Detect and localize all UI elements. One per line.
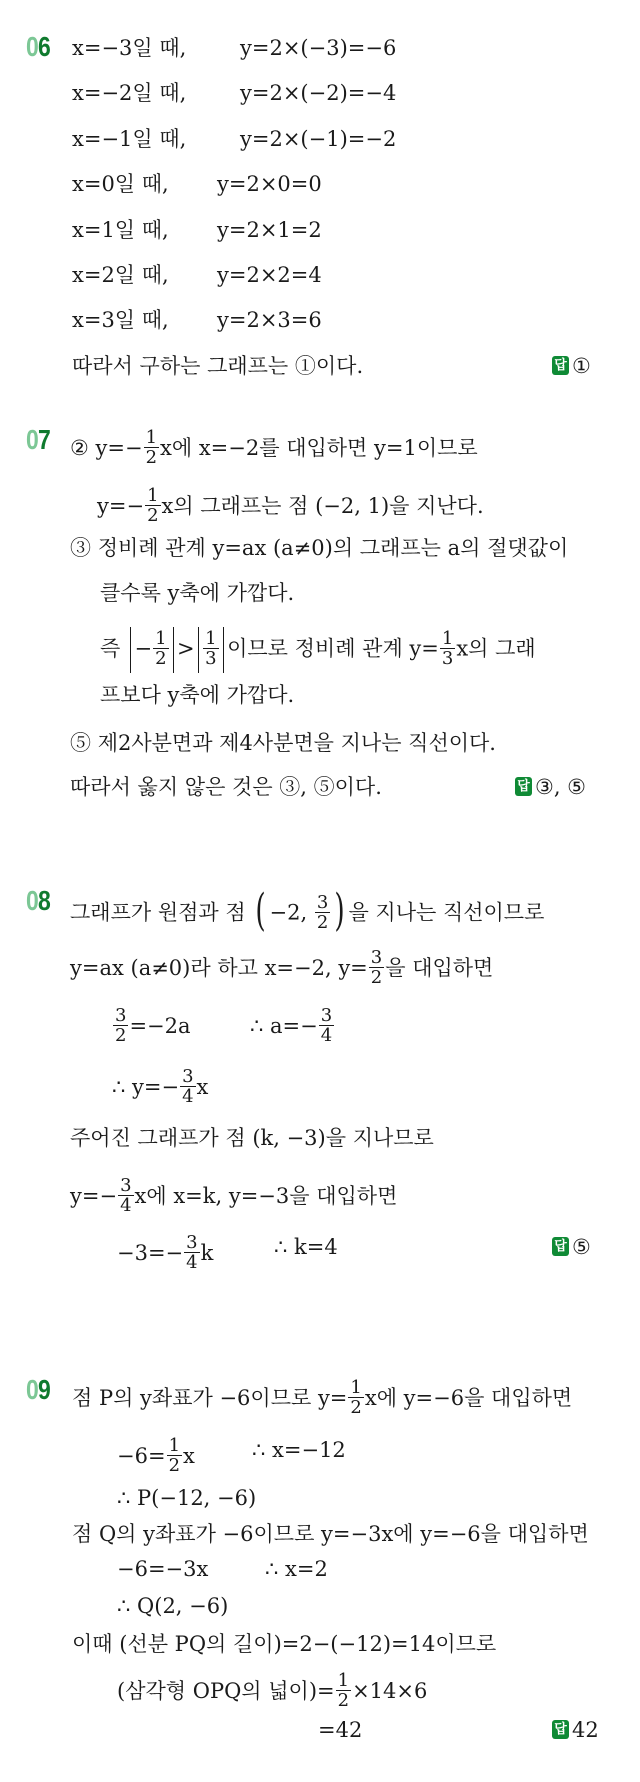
abs-bar <box>198 627 200 673</box>
item-3-line-3 <box>100 627 536 673</box>
problem-number-digit-1: 0 <box>26 885 38 916</box>
fraction: $\frac{1}{2}$ <box>145 427 158 468</box>
math-text: − <box>134 636 153 661</box>
math-text: x의 그래 <box>456 636 536 661</box>
line-9: =42 <box>318 1718 363 1742</box>
fraction: $\frac{3}{4}$ <box>182 1066 194 1107</box>
math-text: 을 지나는 직선이므로 <box>348 900 545 925</box>
fraction: $\frac{1}{2}$ <box>337 1670 350 1711</box>
math-text: ∴ y=− <box>112 1075 180 1099</box>
math-text: 이므로 정비례 관계 y= <box>227 636 439 661</box>
answer-badge: 답 <box>552 1237 569 1256</box>
answer-badge: 답 <box>552 1720 569 1739</box>
math-text: y=ax (a≠0)라 하고 x=−2, y= <box>70 956 368 980</box>
fraction: $\frac{1}{2}$ <box>147 485 159 526</box>
math-text: −3=− <box>117 1241 184 1265</box>
problem-number <box>26 425 50 455</box>
problem-number-digit-2: 7 <box>37 424 50 455</box>
math-text: x의 그래프는 점 (−2, 1)을 지난다. <box>161 494 484 518</box>
math-text: 점 P의 y좌표가 −6이므로 y= <box>72 1386 348 1410</box>
problem-number-digit-2: 8 <box>37 885 50 916</box>
answer-value: ③, ⑤ <box>535 775 587 799</box>
math-text: =−2a <box>129 1014 191 1038</box>
abs-bar <box>223 627 225 673</box>
math-text: (삼각형 OPQ의 넓이)= <box>117 1679 335 1703</box>
problem-number-digit-1: 0 <box>26 424 38 455</box>
problem-number <box>26 886 50 916</box>
answer-badge: 답 <box>515 777 532 796</box>
math-text: ×14×6 <box>352 1679 428 1703</box>
fraction: $\frac{3}{2}$ <box>115 1005 127 1046</box>
line-4 <box>112 1066 209 1108</box>
line-1 <box>72 1377 573 1419</box>
line-2 <box>70 947 494 989</box>
solution-line: y=2×0=0 <box>217 172 322 196</box>
answer <box>552 1718 599 1742</box>
solution-line: x=0일 때, <box>72 172 169 196</box>
fraction: $\frac{1}{3}$ <box>205 627 217 669</box>
math-text: k <box>200 1241 214 1265</box>
math-text: x <box>196 1075 209 1099</box>
math-text: 정비례 관계 y=ax (a≠0)의 그래프는 a의 절댓값이 <box>97 536 569 560</box>
solution-line: x=−1일 때, <box>72 127 187 151</box>
solution-line: y=2×1=2 <box>217 218 322 242</box>
math-text: −6= <box>117 1444 166 1468</box>
fraction: $\frac{3}{4}$ <box>186 1232 198 1273</box>
fraction: $\frac{1}{2}$ <box>350 1377 362 1418</box>
solution-line: x=2일 때, <box>72 263 169 287</box>
conclusion: 따라서 구하는 그래프는 ①이다. <box>72 354 364 378</box>
math-text: 그래프가 원점과 점 <box>70 900 246 925</box>
line-5: −6=−3x <box>117 1557 209 1581</box>
abs-bar <box>173 627 175 673</box>
fraction: $\frac{3}{2}$ <box>370 947 383 988</box>
solution-line: y=2×(−2)=−4 <box>240 81 397 105</box>
line-7: 이때 (선분 PQ의 길이)=2−(−12)=14이므로 <box>72 1632 497 1656</box>
paren-open: ( <box>255 885 267 936</box>
line-2 <box>117 1435 195 1477</box>
math-text: ∴ a=− <box>250 1014 318 1038</box>
solution-line: y=2×(−3)=−6 <box>240 36 397 60</box>
paren-close: ) <box>334 885 346 936</box>
solution-line: x=1일 때, <box>72 218 169 242</box>
item-3-line-2: 클수록 y축에 가깝다. <box>100 581 295 605</box>
math-text: 을 대입하면 <box>385 956 494 980</box>
solution-line: x=−3일 때, <box>72 36 187 60</box>
math-text: x에 x=−2를 대입하면 y=1이므로 <box>160 436 478 460</box>
item-2-line-1 <box>70 427 478 469</box>
answer <box>552 1235 591 1259</box>
problem-number-digit-2: 6 <box>37 31 50 62</box>
problem-number-digit-1: 0 <box>26 31 38 62</box>
math-text: 제2사분면과 제4사분면을 지나는 직선이다. <box>97 731 496 755</box>
solution-line: y=2×(−1)=−2 <box>240 127 397 151</box>
line-5: 주어진 그래프가 점 (k, −3)을 지나므로 <box>70 1126 434 1150</box>
conclusion: 따라서 옳지 않은 것은 ③, ⑤이다. <box>70 775 382 799</box>
line-6 <box>70 1175 398 1217</box>
problem-number <box>26 1375 50 1405</box>
fraction: $\frac{1}{2}$ <box>155 627 167 669</box>
choice-mark: ③ <box>70 536 91 560</box>
math-text: y=− <box>70 1184 118 1208</box>
line-7-result: ∴ k=4 <box>274 1235 338 1259</box>
solution-line: y=2×2=4 <box>217 263 322 287</box>
line-1 <box>70 885 545 936</box>
line-3 <box>112 1005 191 1047</box>
answer-value: ⑤ <box>572 1235 591 1259</box>
item-3-line-1 <box>70 536 568 560</box>
line-5-result: ∴ x=2 <box>265 1557 328 1581</box>
math-text: y=− <box>95 436 143 460</box>
fraction: $\frac{1}{2}$ <box>168 1435 181 1476</box>
solution-line: x=3일 때, <box>72 308 169 332</box>
math-text: y=− <box>97 494 145 518</box>
problem-number <box>26 32 50 62</box>
answer-badge: 답 <box>552 356 569 375</box>
line-2-result: ∴ x=−12 <box>252 1438 346 1462</box>
fraction: $\frac{3}{4}$ <box>120 1175 132 1216</box>
line-6: ∴ Q(2, −6) <box>117 1594 229 1618</box>
line-3-result <box>250 1005 335 1047</box>
solution-line: y=2×3=6 <box>217 308 322 332</box>
abs-bar <box>130 627 132 673</box>
line-8 <box>117 1670 428 1712</box>
choice-mark: ⑤ <box>70 731 91 755</box>
math-text: > <box>177 636 195 661</box>
fraction: $\frac{3}{4}$ <box>320 1005 333 1046</box>
math-text: −2, <box>269 900 308 925</box>
line-7 <box>117 1232 214 1274</box>
fraction: $\frac{3}{2}$ <box>316 891 329 933</box>
answer-value: 42 <box>572 1718 599 1742</box>
problem-number-digit-2: 9 <box>37 1374 50 1405</box>
line-3: ∴ P(−12, −6) <box>117 1486 257 1510</box>
answer <box>515 775 586 799</box>
math-text: x에 y=−6을 대입하면 <box>364 1386 573 1410</box>
problem-number-digit-1: 0 <box>26 1374 38 1405</box>
math-text: x <box>183 1444 195 1468</box>
item-3-line-4: 프보다 y축에 가깝다. <box>100 683 295 707</box>
item-5-line-1 <box>70 731 496 755</box>
solution-line: x=−2일 때, <box>72 81 187 105</box>
fraction: $\frac{1}{3}$ <box>441 627 454 669</box>
line-4: 점 Q의 y좌표가 −6이므로 y=−3x에 y=−6을 대입하면 <box>72 1522 589 1546</box>
answer-value: ① <box>572 354 591 378</box>
math-text: 즉 <box>100 636 121 661</box>
answer <box>552 354 591 378</box>
item-2-line-2 <box>97 485 484 527</box>
math-text: x에 x=k, y=−3을 대입하면 <box>134 1184 398 1208</box>
choice-mark: ② <box>70 436 89 460</box>
